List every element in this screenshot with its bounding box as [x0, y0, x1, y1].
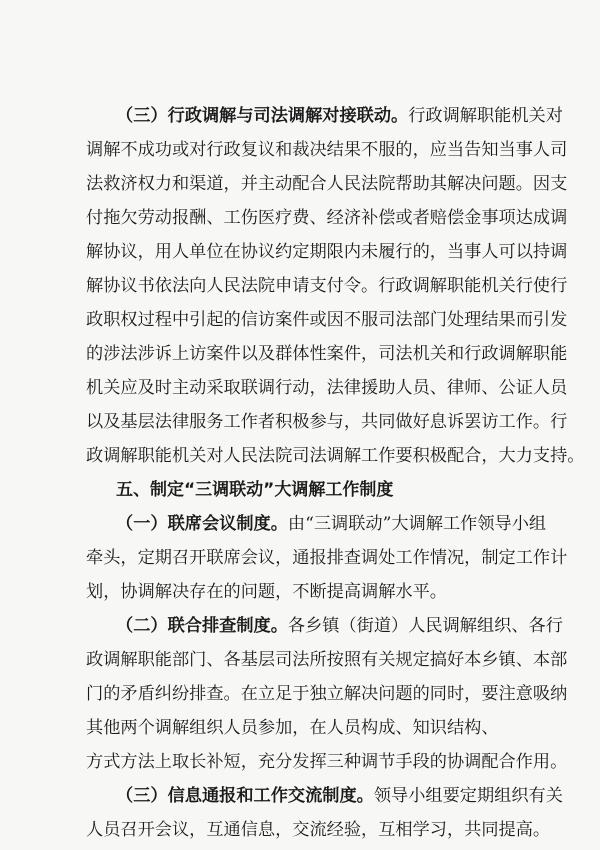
paragraph-4-lead: （二）联合排查制度。 [116, 616, 288, 636]
paragraph-1-text: 行政调解职能机关对 [408, 106, 563, 126]
paragraph-3-line-2: 牵头，定期召开联席会议，通报排查调处工作情况，制定工作计 [86, 548, 568, 568]
paragraph-4-line-2: 政调解职能部门、各基层司法所按照有关规定搞好本乡镇、本部 [86, 650, 568, 670]
paragraph-1-line-6: 解协议书依法向人民法院申请支付令。行政调解职能机关行使行 [86, 276, 568, 296]
paragraph-1-line-5: 解协议，用人单位在协议约定期限内未履行的，当事人可以持调 [86, 242, 568, 262]
paragraph-5-line-1 [116, 784, 563, 808]
paragraph-4-line-3: 门的矛盾纠纷排查。在立足于独立解决问题的同时，要注意吸纳 [86, 684, 568, 704]
paragraph-1-line-1 [116, 104, 563, 128]
paragraph-1-line-7: 政职权过程中引起的信访案件或因不服司法部门处理结果而引发 [86, 310, 568, 330]
paragraph-3-line-1 [116, 512, 547, 536]
paragraph-1-lead: （三）行政调解与司法调解对接联动。 [116, 106, 409, 126]
paragraph-1-line-11: 政调解职能机关对人民法院司法调解工作要积极配合，大力支持。 [86, 446, 585, 466]
paragraph-1-line-9: 机关应及时主动采取联调行动，法律援助人员、律师、公证人员 [86, 378, 568, 398]
paragraph-4-line-1 [116, 614, 563, 638]
paragraph-4-text: 各乡镇（街道）人民调解组织、各行 [287, 616, 563, 636]
paragraph-4-line-4: 其他两个调解组织人员参加，在人员构成、知识结构、 [86, 718, 499, 738]
paragraph-5-line-2: 人员召开会议，互通信息，交流经验，互相学习，共同提高。 [86, 820, 551, 840]
paragraph-4-line-5: 方式方法上取长补短，充分发挥三种调节手段的协调配合作用。 [86, 752, 568, 772]
paragraph-1-line-2: 调解不成功或对行政复议和裁决结果不服的，应当告知当事人司 [86, 140, 568, 160]
paragraph-5-lead: （三）信息通报和工作交流制度。 [116, 786, 374, 806]
paragraph-1-line-3: 法救济权力和渠道，并主动配合人民法院帮助其解决问题。因支 [86, 174, 568, 194]
paragraph-1-line-8: 的涉法涉诉上访案件以及群体性案件，司法机关和行政调解职能 [86, 344, 568, 364]
paragraph-1-line-4: 付拖欠劳动报酬、工伤医疗费、经济补偿或者赔偿金事项达成调 [86, 208, 568, 228]
paragraph-5-text: 领导小组要定期组织有关 [373, 786, 563, 806]
paragraph-1-line-10: 以及基层法律服务工作者积极参与，共同做好息诉罢访工作。行 [86, 412, 568, 432]
section-heading: 五、制定“三调联动”大调解工作制度 [116, 480, 394, 500]
paragraph-3-lead: （一）联席会议制度。 [116, 514, 288, 534]
paragraph-3-line-3: 划，协调解决存在的问题，不断提高调解水平。 [86, 582, 447, 602]
paragraph-3-text: 由“三调联动”大调解工作领导小组 [287, 514, 547, 534]
